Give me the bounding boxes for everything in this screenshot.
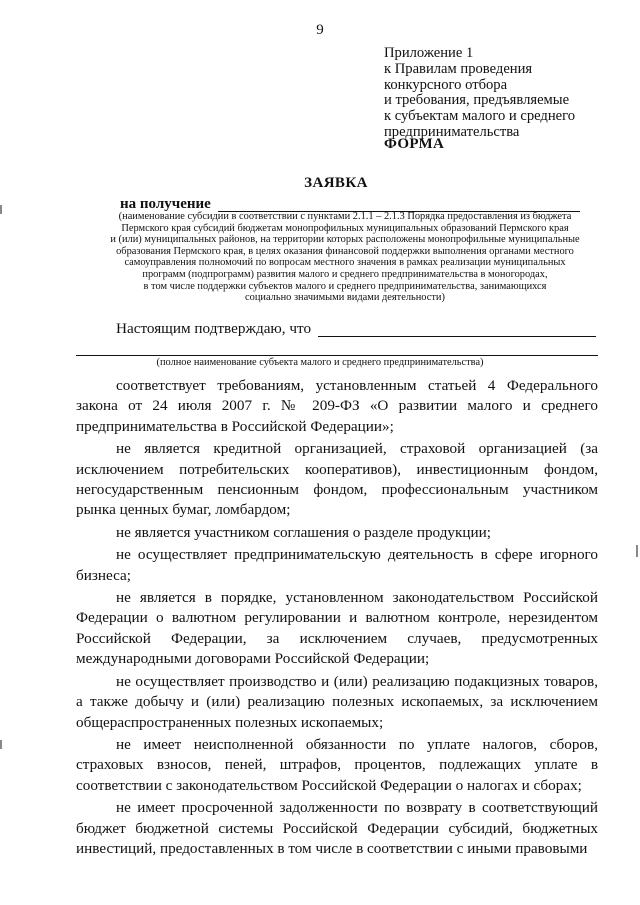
appendix-line: к Правилам проведения [384,60,533,77]
page-number: 9 [316,22,324,38]
note-line: программ (подпрограмм) развития малого и среднего предпринимательства в моногородах, [142,268,548,280]
requirement-paragraph: не имеет неисполненной обязанности по уплате налогов, сборов, страховых взносов, пеней, штрафов, процентов, подлежащих уплате в соответствии с законодательством Российской Федерации о налогах и сборах; [76,735,598,794]
appendix-line: Приложение 1 [384,45,474,61]
scan-edge-mark [0,740,2,749]
requirement-paragraph: не осуществляет предпринимательскую деятельность в сфере игорного бизнеса; [76,546,598,584]
appendix-line: предпринимательства [384,123,520,140]
confirm-text: Настоящим подтверждаю, что [116,320,312,337]
entity-name-note: (полное наименование субъекта малого и среднего предпринимательства) [156,357,484,368]
note-line: социально значимыми видами деятельности) [245,292,445,304]
appendix-line: конкурсного отбора [384,76,508,93]
requirements-list [76,376,598,861]
note-line: образования Пермского края, в целях оказания финансовой поддержки выполнения органами местного [116,245,574,257]
scan-edge-mark [0,205,2,214]
requirement-paragraph: соответствует требованиям, установленным статьей 4 Федерального закона от 24 июля 2007 г. № 209-ФЗ «О развитии малого и среднего предпринимательства в Российской Федерации»; [76,377,598,435]
receipt-label: на получение [120,196,211,212]
requirement-paragraph: не является участником соглашения о разделе продукции; [116,523,491,541]
note-line: (наименование субсидии в соответствии с пунктами 2.1.1 – 2.1.3 Порядка предоставления из бюджета [118,211,572,222]
note-line: самоуправления полномочий по вопросам местного значения в рамках реализации муниципальных [124,257,566,269]
form-label: ФОРМА [384,136,445,152]
scan-edge-mark [636,545,638,557]
appendix-line: и требования, предъявляемые [384,92,570,109]
appendix-line: к субъектам малого и среднего [384,108,576,125]
note-line: Пермского края субсидий бюджетам монопрофильных муниципальных образований Пермского края [121,222,569,234]
requirement-paragraph: не является кредитной организацией, страховой организацией (за исключением потребительских кооперативов), инвестиционным фондом, негосударственным пенсионным фондом, профессиональным участником рынка ценных бумаг, ломбардом; [76,440,598,519]
subsidy-name-note [110,211,580,304]
requirement-paragraph: не осуществляет производство и (или) реализацию подакцизных товаров, а также добычу и (или) реализацию полезных ископаемых, за исключением общераспространенных полезных ископаемых; [76,672,598,731]
document-title: ЗАЯВКА [304,175,368,191]
requirement-paragraph: не имеет просроченной задолженности по возврату в соответствующий бюджет бюджетной системы Российской Федерации субсидий, бюджетных инвестиций, предоставленных в том числе в соответствии с иными правовыми [76,799,598,857]
requirement-paragraph: не является в порядке, установленном законодательством Российской Федерации о валютном регулировании и валютном контроле, нерезидентом Российской Федерации, за исключением случаев, предусмотренных международными договорами Российской Федерации; [76,589,598,668]
note-line: и (или) муниципальных районов, на территории которых расположены монопрофильные муниципальные [110,234,580,246]
note-line: в том числе поддержки субъектов малого и среднего предпринимательства, занимающихся [143,280,547,292]
entity-name-field-1[interactable] [318,336,596,337]
entity-name-field-2[interactable] [76,355,598,356]
appendix-header [384,46,624,141]
